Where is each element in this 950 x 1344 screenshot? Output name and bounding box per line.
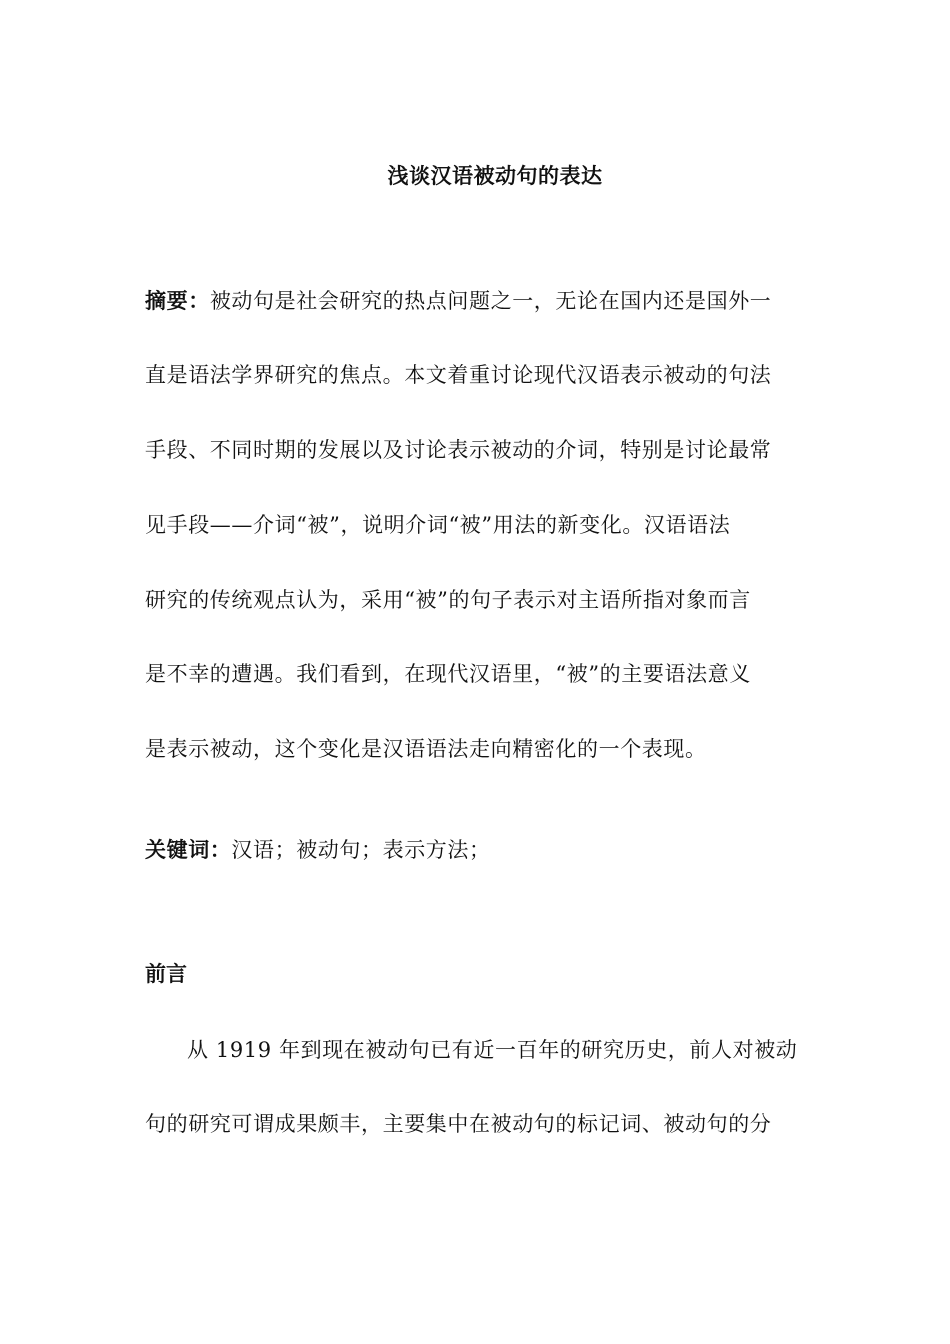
abstract-text-1: 被动句是社会研究的热点问题之一，无论在国内还是国外一 xyxy=(209,289,772,313)
keywords-text: 汉语；被动句；表示方法； xyxy=(231,838,491,862)
abstract-line-3: 手段、不同时期的发展以及讨论表示被动的介词，特别是讨论最常 xyxy=(145,438,772,462)
abstract-line-7: 是表示被动，这个变化是汉语语法走向精密化的一个表现。 xyxy=(145,737,707,761)
keywords-line xyxy=(145,834,491,866)
abstract-label: 摘要： xyxy=(145,289,210,313)
document-title: 浅谈汉语被动句的表达 xyxy=(387,164,603,188)
preface-heading: 前言 xyxy=(145,962,187,986)
abstract-line-4: 见手段——介词“被”，说明介词“被”用法的新变化。汉语语法 xyxy=(145,513,731,537)
preface-line-2: 句的研究可谓成果颇丰，主要集中在被动句的标记词、被动句的分 xyxy=(145,1112,772,1136)
keywords-label: 关键词： xyxy=(145,838,232,862)
abstract-line-6: 是不幸的遭遇。我们看到，在现代汉语里，“被”的主要语法意义 xyxy=(145,662,751,686)
abstract-line-2: 直是语法学界研究的焦点。本文着重讨论现代汉语表示被动的句法 xyxy=(145,363,772,387)
abstract-line-1 xyxy=(145,285,771,317)
abstract-line-5: 研究的传统观点认为，采用“被”的句子表示对主语所指对象而言 xyxy=(145,588,751,612)
preface-line-1: 从 1919 年到现在被动句已有近一百年的研究历史，前人对被动 xyxy=(187,1038,798,1062)
